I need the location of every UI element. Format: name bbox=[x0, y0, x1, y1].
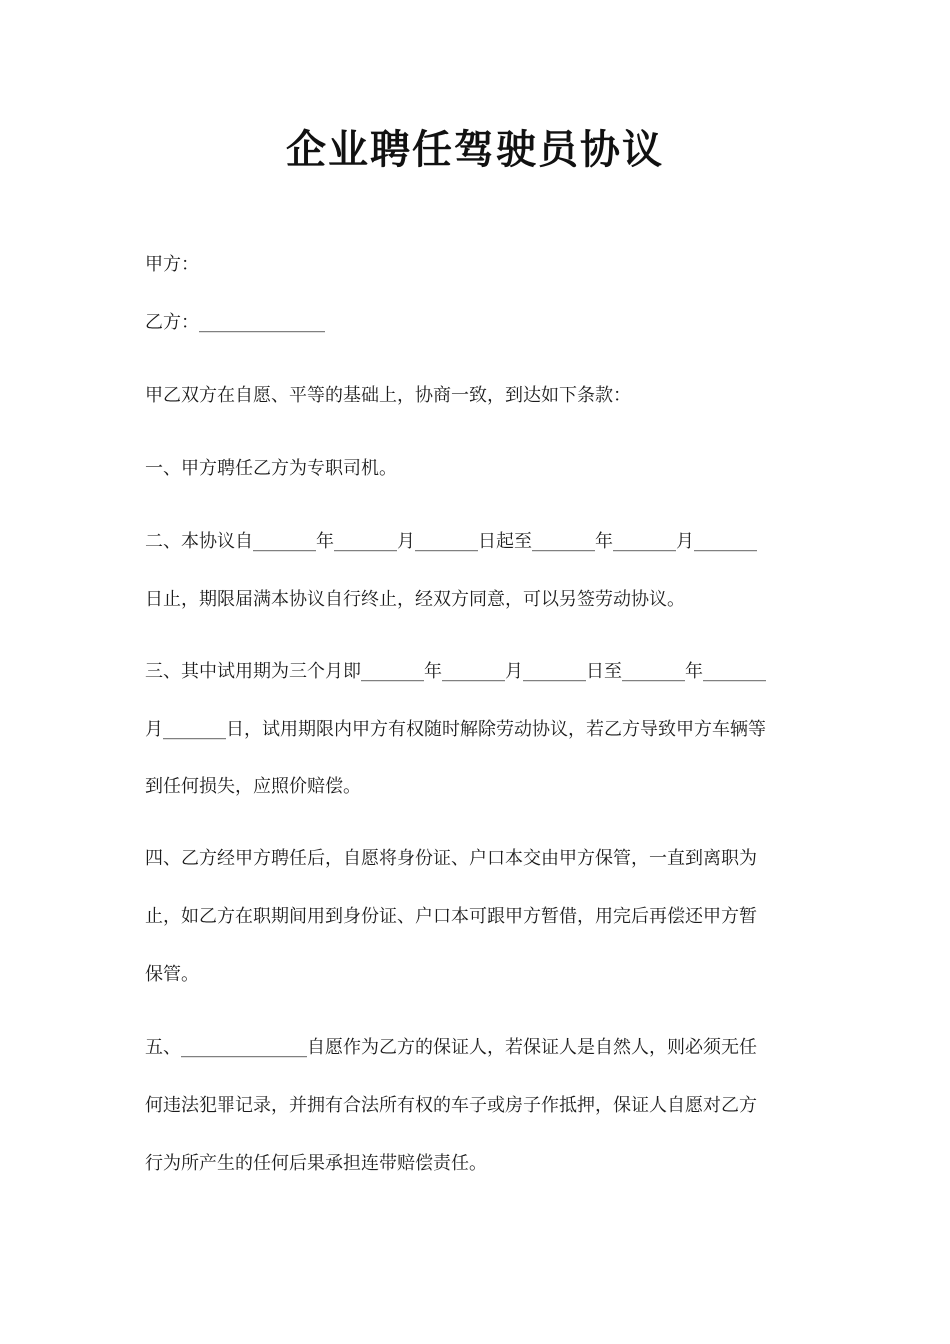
clause-5-line-1: 五、______________自愿作为乙方的保证人，若保证人是自然人，则必须无任 bbox=[145, 1037, 757, 1058]
clause-3-line-2: 月_______日，试用期限内甲方有权随时解除劳动协议，若乙方导致甲方车辆等 bbox=[145, 719, 766, 740]
clause-3-line-3: 到任何损失，应照价赔偿。 bbox=[145, 776, 361, 797]
document-title: 企业聘任驾驶员协议 bbox=[286, 126, 664, 173]
clause-5-line-3: 行为所产生的任何后果承担连带赔偿责任。 bbox=[145, 1153, 487, 1174]
clause-1: 一、甲方聘任乙方为专职司机。 bbox=[145, 458, 397, 479]
party-b-line: 乙方：______________ bbox=[145, 312, 325, 333]
clause-4-line-2: 止，如乙方在职期间用到身份证、户口本可跟甲方暂借，用完后再偿还甲方暂 bbox=[145, 906, 757, 927]
clause-2-line-1: 二、本协议自_______年_______月_______日起至_______年_______月_______ bbox=[145, 531, 757, 552]
party-a-line: 甲方： bbox=[145, 254, 199, 275]
clause-5-line-2: 何违法犯罪记录，并拥有合法所有权的车子或房子作抵押，保证人自愿对乙方 bbox=[145, 1095, 757, 1116]
clause-2-line-2: 日止，期限届满本协议自行终止，经双方同意，可以另签劳动协议。 bbox=[145, 589, 685, 610]
intro-paragraph: 甲乙双方在自愿、平等的基础上，协商一致，到达如下条款： bbox=[145, 385, 631, 406]
clause-4-line-1: 四、乙方经甲方聘任后，自愿将身份证、户口本交由甲方保管，一直到离职为 bbox=[145, 848, 757, 869]
clause-4-line-3: 保管。 bbox=[145, 964, 199, 985]
clause-3-line-1: 三、其中试用期为三个月即_______年_______月_______日至_______年_______ bbox=[145, 661, 766, 682]
